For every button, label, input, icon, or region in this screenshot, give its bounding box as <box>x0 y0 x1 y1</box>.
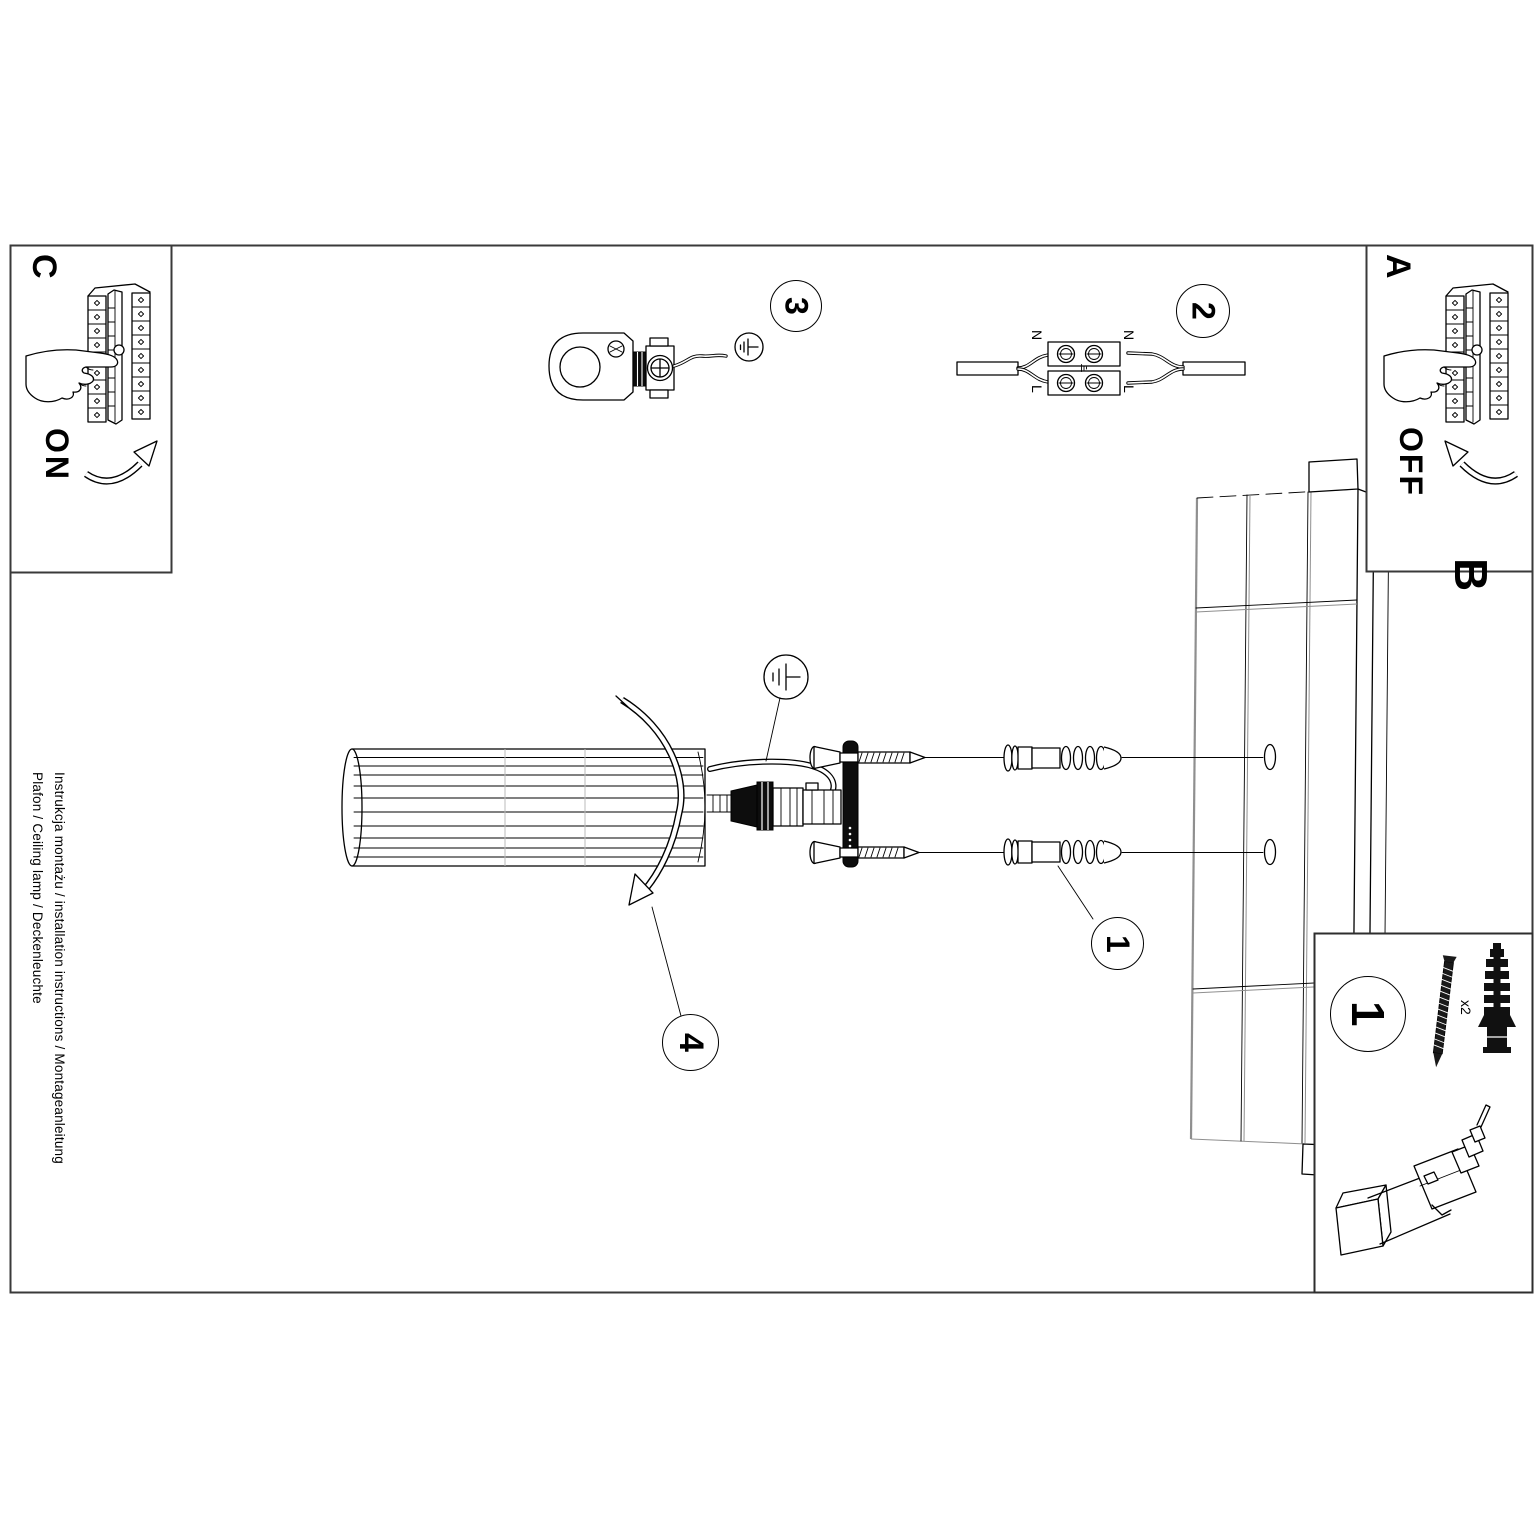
sheet-frame <box>11 246 1533 1293</box>
step-marker-3: 3 <box>770 280 822 332</box>
panel-a-state: OFF <box>1393 427 1429 497</box>
ground-symbol-icon <box>735 333 763 361</box>
footer-line-1: Instrukcja montażu / installation instructions / Montageanleitung <box>52 772 67 1164</box>
panel-c-state: ON <box>39 428 75 482</box>
footer-line-2: Plafon / Ceiling lamp / Deckenleuchte <box>30 772 45 1004</box>
inset-quantity-label: x2 <box>1458 1000 1474 1015</box>
step-marker-1: 1 <box>1091 917 1144 970</box>
panel-b-label: B <box>1445 558 1497 592</box>
step-marker-2: 2 <box>1176 284 1230 338</box>
lamp-body <box>342 749 705 866</box>
wire-label-l-left: L <box>1029 385 1045 393</box>
panel-c-label: C <box>25 254 63 279</box>
panel-a-label: A <box>1379 254 1417 279</box>
inset-step-marker-1: 1 <box>1330 976 1406 1052</box>
wire-label-l-right: L <box>1121 385 1137 393</box>
wire-label-n-left: N <box>1029 330 1045 341</box>
step-marker-4: 4 <box>662 1014 719 1071</box>
wire-label-n-right: N <box>1121 330 1137 341</box>
footer-text <box>24 772 70 1312</box>
